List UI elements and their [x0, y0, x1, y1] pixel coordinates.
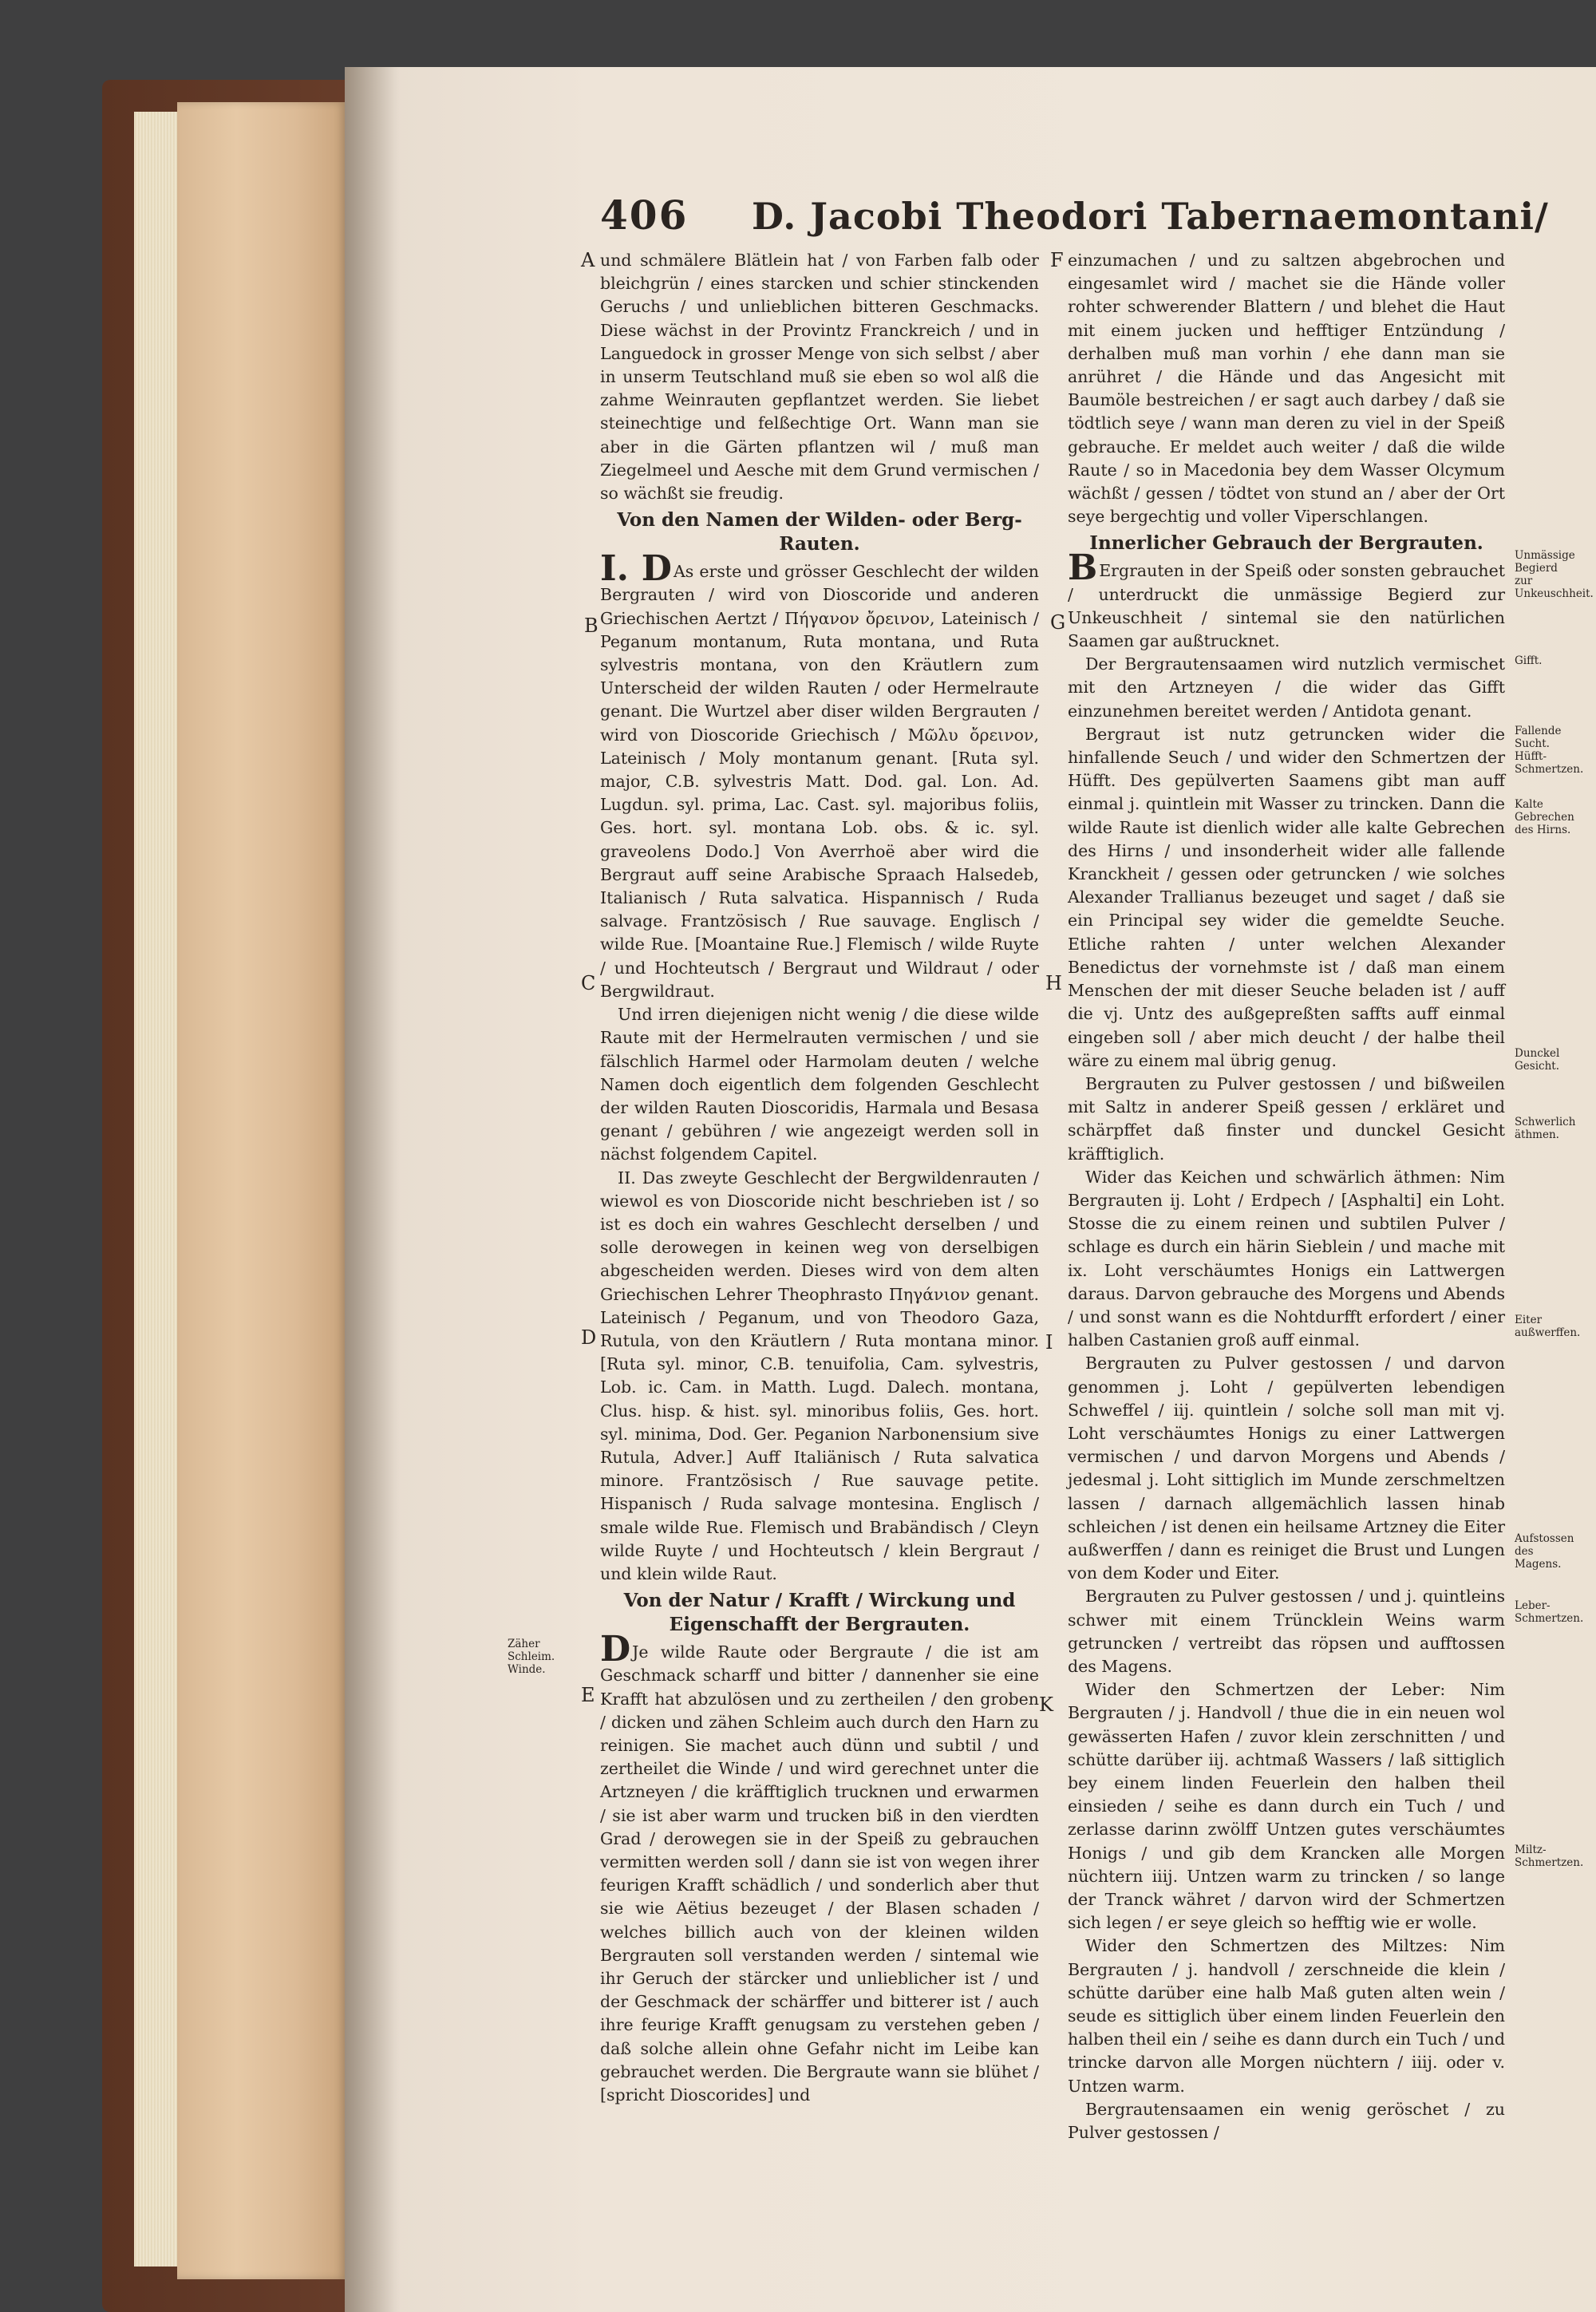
paragraph: Bergrauten zu Pulver gestossen / und bißweilen mit Saltz in anderer Speiß gessen / erkläret und schärpffet daß finster und dunckel Gesicht kräfftiglich.	[1068, 1073, 1505, 1164]
section-heading: Von den Namen der Wilden- oder Berg-Rauten.	[617, 509, 1022, 555]
margin-note-kalte-gebrechen: Kalte Gebrechen des Hirns.	[1515, 798, 1574, 836]
margin-note-gifft: Gifft.	[1515, 654, 1543, 667]
section-letter-e: E	[581, 1684, 595, 1706]
section-letter-h: H	[1045, 972, 1062, 994]
paragraph: Bergrautensaamen ein wenig geröschet / zu Pulver gestossen /	[1068, 2099, 1505, 2143]
section-letter-i: I	[1045, 1331, 1053, 1354]
section-letter-g: G	[1050, 611, 1066, 634]
paragraph: Wider den Schmertzen der Leber: Nim Bergrauten / j. Handvoll / thue die in ein neuen wol gewässerten Hafen / zuvor klein zerschnitten / und schütte darüber iij. achtmaß Wassers / laß sittiglich bey einem linden Feuerlein den halben theil einsieden / seihe es dann durch ein Tuch / und zerlasse darinn zwölff Untzen gutes verschäumtes Honigs / und gib dem Krancken alle Morgen nüchtern iiij. Untzen warm zu trincken / so lange der Tranck währet / darvon wird der Schmertzen sich legen / er seye gleich so hefftig wie er wolle.	[1068, 1680, 1505, 1933]
paragraph: Und irren diejenigen nicht wenig / die diese wilde Raute mit der Hermelrauten vermischen / und sie fälschlich Harmel oder Harmolam deuten / welche Namen doch eigentlich dem folgenden Geschlecht der wilden Rauten Dioscoridis, Harmala und Besasa genant / gebühren / wie angezeigt werden soll in nächst folgendem Capitel.	[600, 1005, 1039, 1164]
page-edges	[134, 112, 179, 2267]
paragraph: Bergraut ist nutz getruncken wider die hinfallende Seuch / und wider den Schmertzen der Hüfft. Des gepülverten Saamens gibt man auff einmal j. quintlein mit Wasser zu trincken. Dann die wilde Raute ist dienlich wider alle kalte Gebrechen des Hirns / und insonderheit wider alle fallende Kranckheit / gessen oder getruncken / wie solches Alexander Trallianus bezeuget und saget / daß sie ein Principal sey wider die gemeldte Seuche. Etliche rahten / unter welchen Alexander Benedictus der vornehmste ist / daß man einem Menschen der mit dieser Seuche beladen ist / auff die vj. Untz des außgepreßten saffts auff einmal eingeben soll / aber mich deucht / der halbe theil wäre zu einem mal übrig genug.	[1068, 724, 1505, 1070]
paragraph-text: Ergrauten in der Speiß oder sonsten gebrauchet / unterdruckt die unmässige Begierd zur Unkeuschheit / sintemal sie den natürlichen Saamen gar außtrucknet.	[1068, 561, 1505, 651]
section-letter-d: D	[581, 1326, 597, 1349]
section-letter-f: F	[1050, 249, 1064, 271]
right-column	[1068, 249, 1505, 2144]
margin-note-dunckel-gesicht: Dunckel Gesicht.	[1515, 1047, 1560, 1073]
paragraph-text: As erste und grösser Geschlecht der wilden Bergrauten / wird von Dioscoride und anderen Griechischen Aertzt / Πήγανον ὄρεινον, Lateinisch / Peganum montanum, Ruta montana, und Ruta sylvestris montana, von den Kräutlern zum Unterscheid der wilden Rauten / oder Hermelraute genant. Die Wurtzel aber diser wilden Bergrauten / wird von Dioscoride Griechisch / Μῶλυ ὄρεινον, Lateinisch / Moly montanum genant. [Ruta syl. major, C.B. sylvestris Matt. Dod. gal. Lon. Ad. Lugdun. syl. prima, Lac. Cast. syl. majoribus foliis, Ges. hort. syl. montana Lob. obs. & ic. syl. graveolens Dodo.] Von Averrhoë aber wird die Bergraut auff seine Arabische Spraach Halsedeb, Italianisch / Ruta salvatica. Hispannisch / Ruda salvage. Frantzösisch / Rue sauvage. Englisch / wilde Rue. [Moantaine Rue.] Flemisch / wilde Ruyte / und Hochteutsch / Bergraut und Wildraut / oder Bergwildraut.	[600, 562, 1039, 1001]
section-heading: Innerlicher Gebrauch der Bergrauten.	[1089, 532, 1483, 555]
margin-note-miltz: Miltz-Schmertzen.	[1515, 1844, 1584, 1869]
margin-note-eiter: Eiter außwerffen.	[1515, 1314, 1581, 1339]
running-title: D. Jacobi Theodori Tabernaemontani/	[752, 195, 1549, 238]
paragraph: Wider den Schmertzen des Miltzes: Nim Bergrauten / j. handvoll / zerschneide die klein / schütte darüber eine halb Maß guten alten wein / seude es sittiglich über einem linden Feuerlein den halben theil ein / seihe es dann durch ein Tuch / und trincke darvon alle Morgen nüchtern / iiij. oder v. Untzen warm.	[1068, 1936, 1505, 2096]
margin-note-zaher-schleim: Zäher Schleim. Winde.	[508, 1638, 555, 1676]
margin-note-leber: Leber-Schmertzen.	[1515, 1599, 1584, 1625]
paragraph: II. Das zweyte Geschlecht der Bergwildenrauten / wiewol es von Dioscoride nicht beschrieben ist / so ist es doch ein wahres Geschlecht derselben / und solle derowegen in keinen weg von derselbigen abgescheiden werden. Dieses wird von dem alten Griechischen Lehrer Theophrasto Πηγάνιον genant. Lateinisch / Peganum, und von Theodoro Gaza, Rutula, von den Kräutlern / Ruta montana minor. [Ruta syl. minor, C.B. tenuifolia, Cam. sylvestris, Lob. ic. Cam. in Matth. Lugd. Dalech. montana, Clus. hisp. & hist. syl. minoribus foliis, Ges. hort. syl. minima, Dod. Ger. Peganion Narbonensium sive Rutula, Adver.] Auff Italiänisch / Ruta salvatica minore. Frantzösisch / Rue sauvage petite. Hispanisch / Ruda salvage montesina. Englisch / smale wilde Rue. Flemisch und Brabändisch / Cleyn wilde Ruyte / und Hochteutsch / klein Bergraut / und klein wilde Raut.	[600, 1168, 1039, 1583]
margin-note-auffstossen: Aufstossen des Magens.	[1515, 1532, 1574, 1571]
drop-cap: B	[1068, 547, 1098, 589]
gutter-shadow	[345, 67, 401, 2312]
paragraph: Bergrauten zu Pulver gestossen / und darvon genommen j. Loht / gepülverten lebendigen Schweffel / iij. quintlein / solche soll man mit vj. Loht verschäumtes Honigs zu einer Lattwergen vermischen / und darvon Morgens und Abends / jedesmal j. Loht sittiglich im Munde zerschmeltzen lassen / darnach allgemächlich lassen hinab schleichen / ist denen ein heilsame Artzney die Eiter außwerffen / dann es reiniget die Brust und Lungen von dem Koder und Eiter.	[1068, 1354, 1505, 1583]
section-letter-k: K	[1039, 1693, 1053, 1716]
paragraph	[600, 1629, 1039, 2107]
margin-note-schwerlich-athmen: Schwerlich äthmen.	[1515, 1116, 1576, 1141]
page-number: 406	[600, 192, 689, 239]
left-column	[600, 249, 1039, 2107]
drop-cap: I. D	[600, 548, 672, 590]
paragraph: und schmälere Blätlein hat / von Farben falb oder bleichgrün / eines starcken und schier stinckenden Geruchs / und unlieblichen bitteren Geschmacks. Diese wächst in der Provintz Franckreich / und in Languedock in grosser Menge von sich selbst / aber in unserm Teutschland muß sie eben so wol alß die zahme Weinrauten gepflantzet werden. Sie liebet steinechtige und felßechtige Ort. Wann man sie aber in die Gärten pflantzen wil / muß man Ziegelmeel und Aesche mit dem Grund vermischen / so wächßt sie freudig.	[600, 251, 1039, 504]
margin-note-unmassige: Unmässige Begierd zur Unkeuschheit.	[1515, 549, 1594, 600]
paragraph	[1068, 547, 1505, 653]
section-letter-a: A	[581, 249, 595, 271]
paragraph: Der Bergrautensaamen wird nutzlich vermischet mit den Artzneyen / die wider das Gifft einzunehmen bereitet werden / Antidota genant.	[1068, 654, 1505, 721]
page-header	[600, 192, 1558, 247]
section-letter-b: B	[584, 615, 598, 637]
margin-note-fallende-sucht: Fallende Sucht. Hüfft-Schmertzen.	[1515, 725, 1584, 776]
paragraph	[600, 548, 1039, 1003]
paragraph: einzumachen / und zu saltzen abgebrochen und eingesamlet wird / machet sie die Hände voller rohter schwerender Blattern / und blehet die Haut mit einem jucken und hefftiger Entzündung / derhalben muß man vorhin / ehe dann man sie anrühret / die Hände und das Angesicht mit Baumöle bestreichen / er sagt auch darbey / daß sie tödtlich seye / wann man deren zu viel in der Speiß gebrauche. Er meldet auch weiter / daß die wilde Raute / so in Macedonia bey dem Wasser Olcymum wächßt / gessen / tödtet von stund an / aber der Ort seye bergechtig und voller Viperschlangen.	[1068, 251, 1505, 527]
paragraph: Bergrauten zu Pulver gestossen / und j. quintleins schwer mit einem Trüncklein Weins warm getruncken / vertreibt das röpsen und aufftossen des Magens.	[1068, 1587, 1505, 1676]
paragraph: Wider das Keichen und schwärlich äthmen: Nim Bergrauten ij. Loht / Erdpech / [Asphalti] ein Loht. Stosse die zu einem reinen und subtilen Pulver / schlage es durch ein härin Sieblein / und mache mit ix. Loht verschäumtes Honigs ein Lattwergen daraus. Darvon gebrauche des Morgens und Abends / und sonst wann es die Nohtdurfft erfordert / einer halben Castanien groß auff einmal.	[1068, 1167, 1505, 1350]
section-letter-c: C	[581, 972, 596, 994]
paragraph-text: Je wilde Raute oder Bergraute / die ist am Geschmack scharff und bitter / dannenher sie eine Krafft hat abzulösen und zu zertheilen / den groben / dicken und zähen Schleim auch durch den Harn zu reinigen. Sie machet auch dünn und subtil / und zertheilet die Winde / und wird gerechnet unter die Artzneyen / die kräfftiglich trucknen und erwarmen / sie ist aber warm und trucken biß in den vierdten Grad / derowegen sie in der Speiß zu gebrauchen vermitten werden soll / dann sie ist von wegen ihrer feurigen Krafft schädlich / und sonderlich aber thut sie wie Aëtius bezeuget / der Blasen schaden / welches billich auch von der kleinen wilden Bergrauten soll verstanden werden / sintemal wie ihr Geruch der stärcker und unlieblicher ist / und der Geschmack der schärffer und bitterer ist / auch ihre feurige Krafft genugsam zu verstehen geben / daß solche allein ohne Gefahr nicht im Leibe kan gebrauchet werden. Die Bergraute wann sie blühet / [spricht Dioscorides] und	[600, 1642, 1039, 2105]
drop-cap: D	[600, 1629, 631, 1670]
text-block-edge	[177, 102, 346, 2279]
section-heading: Von der Natur / Krafft / Wirckung und Eigenschafft der Bergrauten.	[623, 1590, 1016, 1636]
